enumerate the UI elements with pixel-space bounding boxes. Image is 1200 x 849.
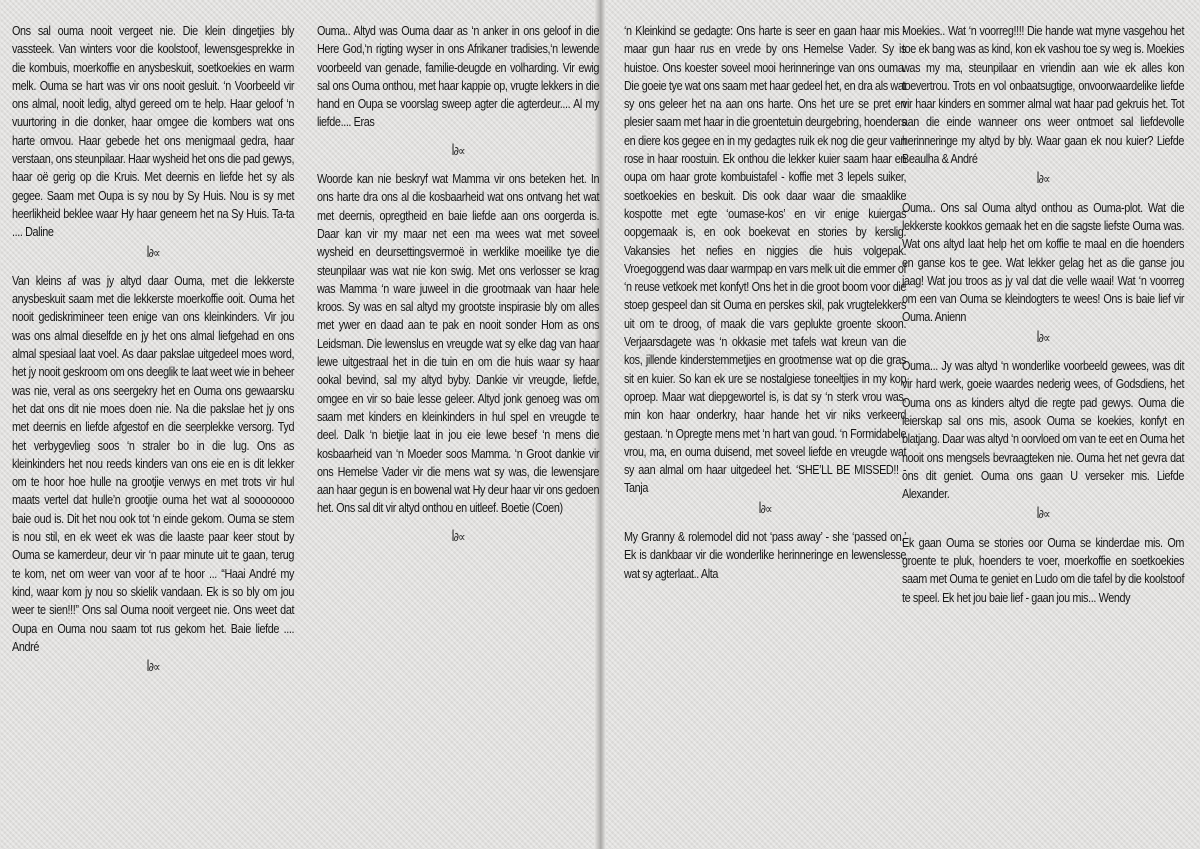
- tribute-wendy: Ek gaan Ouma se stories oor Ouma se kinderdae mis. Om groente te pluk, hoenders te voer, moerkoffie en soetkoekies saam met Ouma te geniet en Ludo om die tafel by die koolstoof te speel. Ek het jou baie lief - gaan jou mis... Wendy: [902, 535, 1185, 605]
- column-2: [317, 22, 600, 556]
- ornament-divider: ꟾ∂∝: [451, 143, 465, 158]
- tribute-anienn: Ouma.. Ons sal Ouma altyd onthou as Ouma-plot. Wat die lekkerste kookkos gemaak het en die sagste liefste Ouma was. Wat ons altyd laat help het om koffie te maal en die hoenders en ganse kos te gee. Wat lekker gelag het as die ganse jou jaag! Wat jou troos as jy val dat die velle waai! Wat ‘n voorreg om een van Ouma se kleindogters te wees! Ons is baie lief vir Ouma. Anienn: [902, 200, 1185, 325]
- ornament-divider: ꟾ∂∝: [1036, 507, 1050, 522]
- tribute-coen: Woorde kan nie beskryf wat Mamma vir ons beteken het. In ons harte dra ons al die kosbaarheid wat ons ontvang het wat met deernis, opregtheid en baie liefde aan ons oorgerda is. Daar kan vir my maar net een ma wees wat met soveel wysheid en deursettingsvermoë in werklike moeilike tye die steunpilaar was wat nie kon swig. Met ons verlosser se krag was Mamma ‘n ware juweel in die grootmaak van haar hele kroos. Sy was en sal altyd my grootste inspirasie bly om alles met ywer en daad aan te pak en nooit sonder Hom as ons Leidsman. Die lewenslus en vreugde wat sy elke dag van haar lewe uitgestraal het in die tuin en om die huis waar sy haar ookal bevind, sal my altyd byby. Dankie vir vreugde, liefde, omgee en vir so baie lesse geleer. Altyd jonk genoeg was om saam met kinders en kleinkinders in hul spel en vreugde te deel. Dalk ‘n bietjie laat in jou eie lewe besef ‘n mens die kosbaarheid van ‘n Moeder soos Mamma. ‘n Groot dankie vir ons Hemelse Vader vir die mens wat sy was, die lewensjare aan haar gegun is en bowenal wat Hy deur haar vir ons gedoen het. Ons sal dit vir altyd onthou en uitleef. Boetie (Coen): [317, 172, 600, 516]
- tribute-alexander: Ouma... Jy was altyd ‘n wonderlike voorbeeld gewees, was dit vir hard werk, goeie waardes nederig wees, of Godsdiens, het Ouma ons as kinders altyd die regte pad gewys. Ouma die leierskap sal ons mis, asook Ouma se koekies, konfyt en blatjang. Daar was altyd ‘n oorvloed om van te eet en Ouma het nooit ons mengsels bevraagteken nie. Ouma het net gevra dat ons dit geniet. Ouma ons gaan U verseker mis. Liefde Alexander.: [902, 359, 1185, 502]
- column-1: [12, 22, 295, 686]
- ornament-divider: ꟾ∂∝: [146, 660, 160, 675]
- column-4: [902, 22, 1185, 607]
- ornament-divider: ꟾ∂∝: [146, 245, 160, 260]
- tribute-andre: Van kleins af was jy altyd daar Ouma, met die lekkerste anysbeskuit saam met die lekkerste moerkoffie ooit. Ouma het nooit gediskrimineer teen enige van ons kleinkinders. Vir jou was ons almal dieselfde en jy het ons almal liefgehad en ons almal spesiaal laat voel. As daar pakslae uitgedeel moes word, het jy nooit geskroom om ons deeglik te laat weet wie in beheer was nie, veral as ons seergekry het en Ouma ons gewaarsku het dat ons dit nie moes doen nie. Na die pakslae het jy ons met deernis en liefde afgestof en die seerplekke versorg. Tyd het verbygevlieg soos ‘n straler bo in die lug. Ons as kleinkinders het nou reeds kinders van ons eie en is dit lekker om te hoor hoe hulle na grootjie verwys en met trots vir hul maats vertel dat hulle’n grootjie ouma het wat al soooooooo baie oud is. Dit het nou ook tot ‘n einde gekom. Ouma se stem is nou stil, en ek weet ek was die laaste paar keer stout by Ouma se kamerdeur, deur vir ‘n paar minute uit te gaan, terug te kom, net om weer van voor af te hoor ... “Haai André my kind, waar kom jy nou so skielik vandaan. Ek is so bly om jou weer te sien!!!” Ons sal Ouma nooit vergeet nie. Ons weet dat Oupa en Ouma nou saam tot rus gekom het. Baie liefde .... André: [12, 273, 295, 654]
- ornament-divider: ꟾ∂∝: [451, 529, 465, 544]
- tribute-beaulha-andre: Moekies.. Wat ‘n voorreg!!!! Die hande wat myne vasgehou het toe ek bang was as kind, kon ek vashou toe sy weg is. Moekies was my ma, steunpilaar en vriendin aan wie ek alles kon toevertrou. Trots en vol onbaatsugtige, onvoorwaardelike liefde vir haar kinders en sommer almal wat haar pad gekruis het. Tot aan die einde wanneer ons weer ontmoet sal liefdevolle herinneringe my altyd by bly. Waar gaan ek nou kuier? Liefde Beaulha & André: [902, 24, 1185, 167]
- ornament-divider: ꟾ∂∝: [1036, 330, 1050, 345]
- tribute-alta: My Granny & rolemodel did not ‘pass away’ - she ‘passed on.’ Ek is dankbaar vir die wonderlike herinneringe en lewenslesse wat sy agterlaat.. Alta: [624, 530, 907, 581]
- tribute-eras: Ouma.. Altyd was Ouma daar as ‘n anker in ons geloof in die Here God,‘n rigting wyser in ons Afrikaner tradisies,‘n lewende voorbeeld van genade, familie-deugde en volharding. Vir ewig sal ons Ouma onthou, met haar kappie op, vrugte lekkers in die hand en Oupa se voorslag sweep agter die agterdeur.... Al my liefde.... Eras: [317, 24, 600, 130]
- ornament-divider: ꟾ∂∝: [758, 501, 772, 516]
- tribute-tanja: ‘n Kleinkind se gedagte: Ons harte is seer en gaan haar mis - maar gun haar rus en vrede by ons Hemelse Vader. Sy is huistoe. Ons koester soveel mooi herinneringe van ons ouma. Die goeie tye wat ons saam met haar gedeel het, en dra als wat sy ons geleer het na aan ons harte. Ons het ure se pret en plesier saam met haar in die groentetuin deurgebring, hoenders en diere kos gegee en in my gedagtes ruik ek nog die geur van rose in haar roostuin. Ek onthou die lekker kuier saam haar en oupa om haar grote kombuistafel - koffie met 3 lepels suiker, soetkoekies en beskuit. Dis ook daar waar die smaaklike kospotte met egte ‘oumase-kos’ en vir enige kuiergas oopgemaak is, en ook boekevat en stories by kerslig. Vakansies het nefies en niggies die huis volgepak. Vroegoggend was daar warmpap en vars melk uit die emmer of ‘n reuse vetkoek met konfyt! Ons het in die groot boom voor die stoep gespeel dan sit Ouma en perskes skil, pak vrugtelekkers uit om te droog, of maak die vars geplukte groente skoon. Verjaarsdagete was ‘n okkasie met tafels wat kreun van die kos, jillende kinderstemmetjies en grootmense wat op die gras sit en kuier. So kan ek ure se nostalgiese toneeltjies in my kop oproep. Maar wat diepgewortel is, is dat sy ‘n sterk vrou was, min kon haar onderkry, haar hande het vir niks verkeerd gestaan. ‘n Opregte mens met ‘n hart van goud. ‘n Formidabele vrou, ma, en ouma duisend, met soveel liefde en vreugde wat sy aan almal om haar uitgedeel het. ‘SHE’LL BE MISSED!! -Tanja: [624, 24, 907, 496]
- ornament-divider: ꟾ∂∝: [1036, 172, 1050, 187]
- tribute-daline: Ons sal ouma nooit vergeet nie. Die klein dingetjies bly vassteek. Van winters voor die koolstoof, lewensgesprekke in die kombuis, moerkoffie en anysbeskuit, soetkoekies en warm melk. Ouma se hart was vir ons nooit gesluit. ‘n Voorbeeld vir ons almal, nooit ledig, altyd gereed om te help. Haar geloof ‘n vuurtoring in die donker, haar omgee die kombers wat ons harte omvou. Haar gebede het ons menigmaal gedra, haar verstaan, ons steunpilaar. Haar wysheid het ons die pad gewys, haar oë gerig op die Kruis. Met deernis en liefde het sy als gegee. Saam met Oupa is sy nou by Sy Huis. Nou is sy met heerlikheid beklee waar Hy haar geneem het na Sy Huis. Ta-ta .... Daline: [12, 24, 295, 240]
- column-3: [624, 22, 907, 583]
